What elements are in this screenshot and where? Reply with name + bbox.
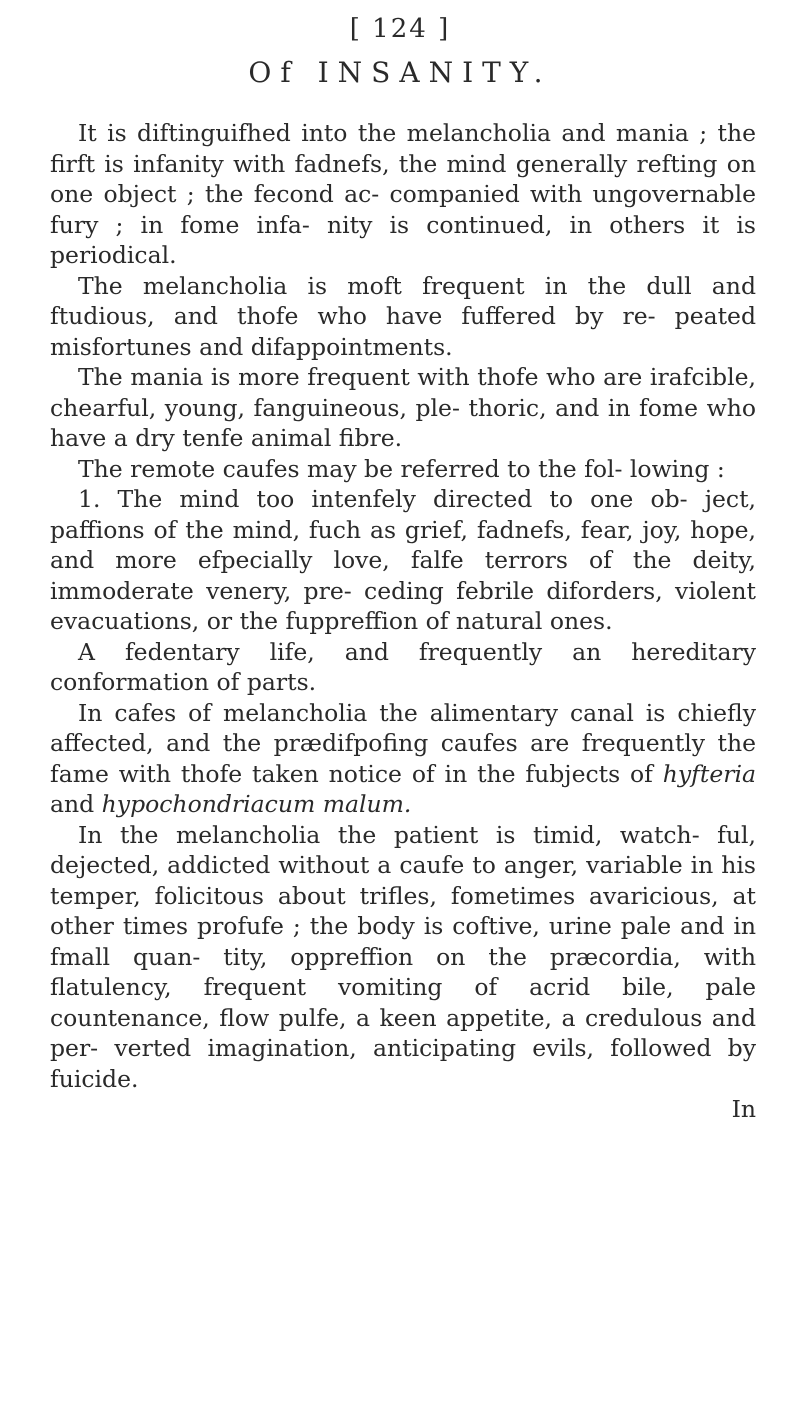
- body-text: [50, 118, 756, 1124]
- running-head: Of INSANITY.: [248, 56, 552, 89]
- text-run: In cafes of melancholia the alimentary canal is chiefly affected, and the prædifpofing caufes are frequently the fame with thofe taken notice of in the fubjects of: [50, 698, 756, 788]
- page-number: [ 124 ]: [349, 14, 451, 44]
- text-run: and: [50, 790, 102, 818]
- list-item-cause-1: 1. The mind too intenfely directed to one ob- ject, paffions of the mind, fuch as grief, fadnefs, fear, joy, hope, and more efpecially love, falfe terrors of the deity, immoderate venery, pre- ceding febrile diforders, violent evacuations, or the fuppreffion of natural ones.: [50, 485, 756, 635]
- paragraph-sedentary: A fedentary life, and frequently an hereditary conformation of parts.: [50, 637, 756, 696]
- catchword-line: [50, 1094, 756, 1124]
- paragraph-remote-causes: The remote caufes may be referred to the fol- lowing :: [78, 454, 725, 483]
- paragraph-definition: It is diftinguifhed into the melancholia and mania ; the firft is infanity with fadnefs, the mind generally refting on one object ; the fecond ac- companied with ungovernable fury ; in fome infa- nity is continued, in others it is periodical.: [50, 119, 756, 269]
- paragraph-alimentary-canal: [50, 698, 756, 820]
- italic-term-hypochondriacum: hypochondriacum malum.: [101, 790, 412, 818]
- catchword: In: [731, 1095, 756, 1123]
- italic-term-hysteria: hyfteria: [662, 759, 756, 788]
- paragraph-melancholia: The melancholia is moft frequent in the dull and ftudious, and thofe who have fuffered by re- peated misfortunes and difappointments.: [50, 271, 756, 361]
- paragraph-symptoms: In the melancholia the patient is timid, watch- ful, dejected, addicted without a caufe to anger, variable in his temper, folicitous about trifles, fometimes avaricious, at other times profufe ; the body is coftive, urine pale and in fmall quan- tity, oppreffion on the præcordia, with flatulency, frequent vomiting of acrid bile, pale countenance, flow pulfe, a keen appetite, a credulous and per- verted imagination, anticipating evils, followed by fuicide.: [50, 820, 756, 1093]
- paragraph-mania: The mania is more frequent with thofe who are irafcible, chearful, young, fanguineous, ple- thoric, and in fome who have a dry tenfe animal fibre.: [50, 363, 756, 452]
